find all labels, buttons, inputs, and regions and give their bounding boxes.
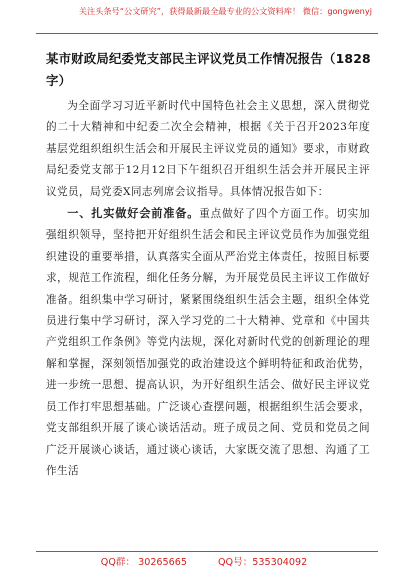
footer-divider: [36, 551, 378, 552]
footer-qq-number: QQ号：535304092: [218, 557, 308, 568]
section-1-paragraph: [46, 203, 370, 482]
header-banner: 关注头条号“公文研究”，获得最新最全最专业的公文资料库！ 微信：gongwenyj: [78, 6, 372, 16]
footer: [0, 554, 408, 568]
intro-paragraph: 为全面学习习近平新时代中国特色社会主义思想，深入贯彻党的二十大精神和中纪委二次全会精神，根据《关于召开2023年度基层党组织组织生活会和开展民主评议党员的通知》要求，市财政局纪委党支部于12月12日下午组织召开组织生活会并开展民主评议党员，局党委X同志列席会议指导。具体情况报告如下：: [46, 100, 370, 198]
section-1-text: 切实加强组织领导，坚持把开好组织生活会和民主评议党员作为加强党组织建设的重要举措，认真落实全面从严治党主体责任，按照目标要求，规范工作流程，细化任务分解，为开展党员民主评议工作做好准备。组织集中学习研讨，紧紧围绕组织生活会主题，组织全体党员进行集中学习研讨，深入学习党的二十大精神、党章和《中国共产党组织工作条例》等党内法规，深化对新时代党的创新理论的理解和掌握，深刻领悟加强党的政治建设这个鲜明特征和政治优势，进一步统一思想、提高认识，为开好组织生活会、做好民主评议党员工作打牢思想基础。广泛谈心查摆问题，根据组织生活会要求，党支部组织开展了谈心谈话活动。班子成员之间、党员和党员之间广泛开展谈心谈话，通过谈心谈话，大家既交流了思想、沟通了工作生活: [46, 208, 371, 477]
footer-qq-group: QQ群： 30265665: [100, 557, 187, 568]
section-1-lead: 重点做好了四个方面工作。: [199, 208, 337, 221]
section-1-heading: 一、扎实做好会前准备。: [67, 207, 200, 221]
header-divider: [36, 33, 378, 34]
document-title: 某市财政局纪委党支部民主评议党员工作情况报告（1828字）: [46, 51, 371, 88]
document-body: [46, 96, 370, 482]
